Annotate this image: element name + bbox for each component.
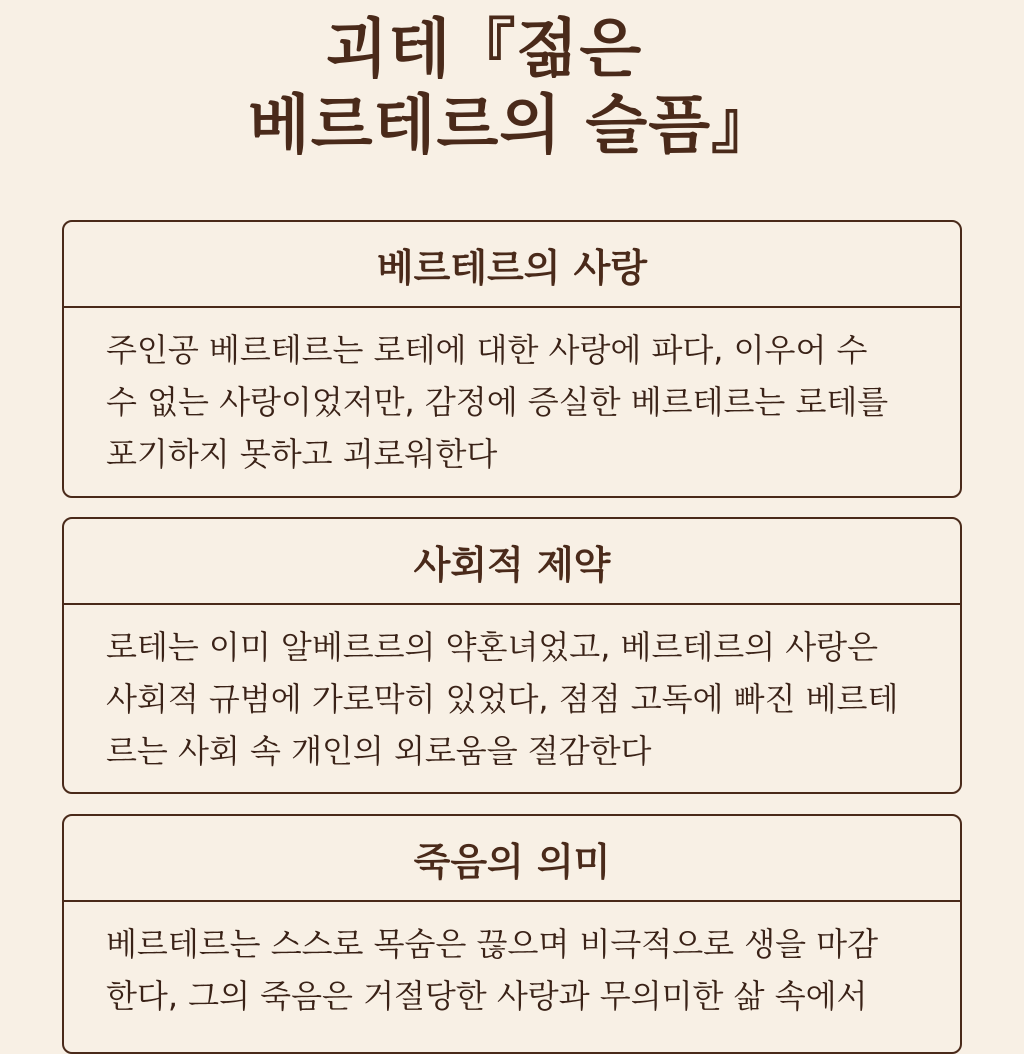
- section-heading: 사회적 제약: [64, 519, 960, 605]
- body-line: 사회적 규범에 가로막히 있었다, 점점 고독에 빠진 베르테: [106, 680, 899, 718]
- section-card-social-constraints: [62, 517, 962, 794]
- body-line: 수 없는 사랑이었저만, 감정에 증실한 베르테르는 로테를: [106, 383, 889, 421]
- section-body: [64, 605, 960, 777]
- body-line: 주인공 베르테르는 로테에 대한 사랑에 파다, 이우어 수: [106, 331, 868, 369]
- section-body: [64, 902, 960, 1022]
- body-line: 로테는 이미 알베르르의 약혼녀었고, 베르테르의 사랑은: [106, 628, 879, 666]
- body-line: 포기하지 못하고 괴로워한다: [106, 435, 498, 473]
- section-body: [64, 308, 960, 480]
- page-title: [0, 12, 1024, 164]
- section-heading: 죽음의 의미: [64, 816, 960, 902]
- section-heading: 베르테르의 사랑: [64, 222, 960, 308]
- section-card-love: [62, 220, 962, 498]
- body-line: 베르테르는 스스로 목숨은 끊으며 비극적으로 생을 마감: [106, 925, 879, 963]
- section-card-meaning-of-death: [62, 814, 962, 1054]
- page-title-line-1: 괴테『젊은: [325, 13, 643, 87]
- body-line: 르는 사회 속 개인의 외로움을 절감한다: [106, 732, 652, 770]
- body-line: 한다, 그의 죽음은 거절당한 사랑과 무의미한 삶 속에서: [106, 977, 868, 1015]
- page-title-line-2: 베르테르의 슬픔』: [247, 89, 777, 163]
